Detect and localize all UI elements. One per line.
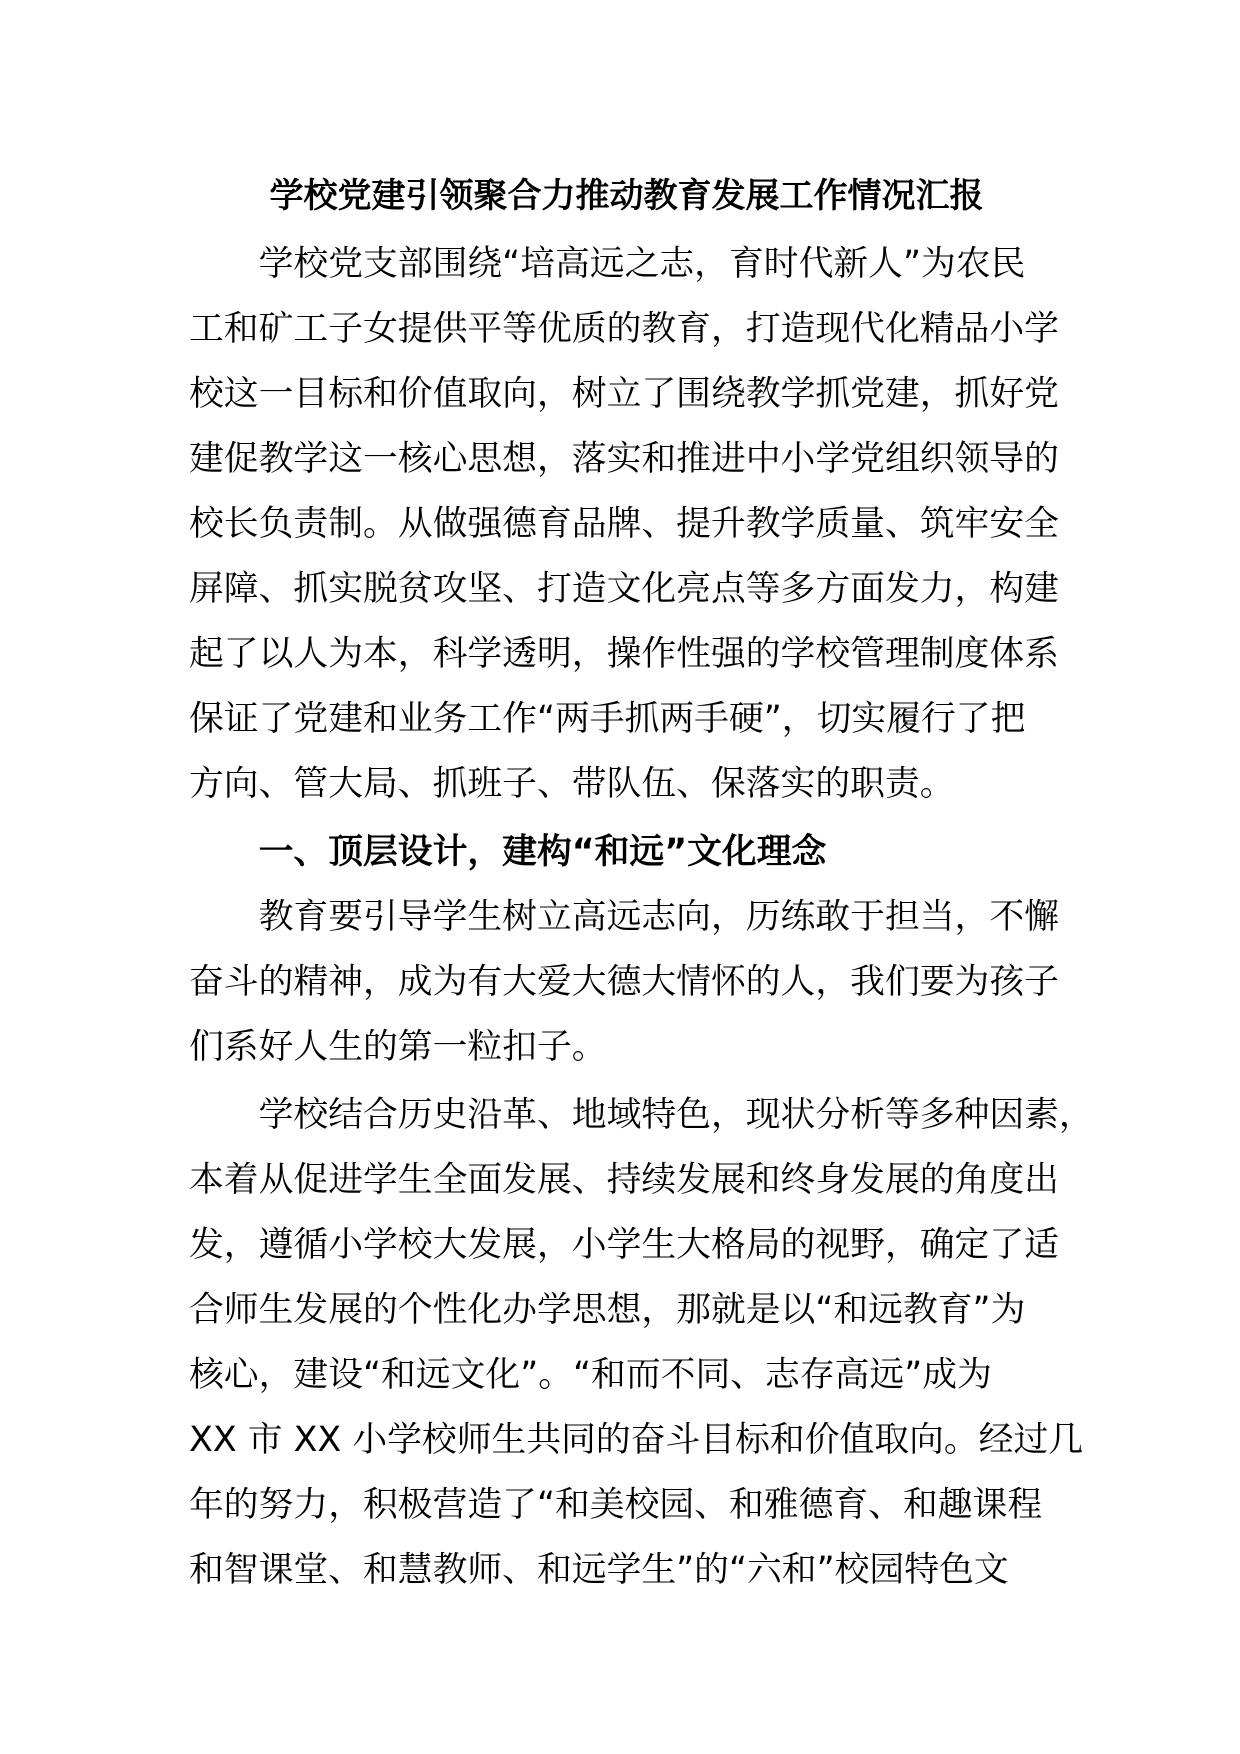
paragraph-line: 学校结合历史沿革、地域特色，现状分析等多种因素， xyxy=(258,1095,1094,1135)
paragraph-line: 工和矿工子女提供平等优质的教育，打造现代化精品小学 xyxy=(189,309,1059,349)
paragraph-line: 屏障、抓实脱贫攻坚、打造文化亮点等多方面发力，构建 xyxy=(189,569,1059,609)
paragraph-line: 方向、管大局、抓班子、带队伍、保落实的职责。 xyxy=(189,764,955,804)
paragraph-line: XX 市 XX 小学校师生共同的奋斗目标和价值取向。经过几 xyxy=(189,1420,1084,1460)
body-paragraph xyxy=(189,1083,1094,1603)
section-heading: 一、顶层设计，建构“和远”文化理念 xyxy=(258,832,827,872)
paragraph-line: 和智课堂、和慧教师、和远学生”的“六和”校园特色文 xyxy=(189,1550,1009,1590)
paragraph-line: 教育要引导学生树立高远志向，历练敢于担当，不懈 xyxy=(258,897,1059,937)
paragraph-line: 核心，建设“和远文化”。“和而不同、志存高远”成为 xyxy=(189,1355,992,1395)
paragraph-line: 合师生发展的个性化办学思想，那就是以“和远教育”为 xyxy=(189,1290,1026,1330)
paragraph-line: 奋斗的精神，成为有大爱大德大情怀的人，我们要为孩子 xyxy=(189,962,1059,1002)
paragraph-line: 们系好人生的第一粒扣子。 xyxy=(189,1027,607,1067)
intro-paragraph xyxy=(189,232,1064,817)
paragraph-line: 年的努力，积极营造了“和美校园、和雅德育、和趣课程 xyxy=(189,1485,1043,1525)
paragraph-line: 发，遵循小学校大发展，小学生大格局的视野，确定了适 xyxy=(189,1225,1059,1265)
paragraph-line: 本着从促进学生全面发展、持续发展和终身发展的角度出 xyxy=(189,1160,1059,1200)
body-paragraph xyxy=(189,885,1064,1080)
paragraph-line: 校长负责制。从做强德育品牌、提升教学质量、筑牢安全 xyxy=(189,504,1059,544)
document-body xyxy=(189,164,1094,1603)
paragraph-line: 校这一目标和价值取向，树立了围绕教学抓党建，抓好党 xyxy=(189,374,1059,414)
paragraph-line: 建促教学这一核心思想，落实和推进中小学党组织领导的 xyxy=(189,439,1059,479)
paragraph-line: 起了以人为本，科学透明，操作性强的学校管理制度体系 xyxy=(189,634,1059,674)
document-title: 学校党建引领聚合力推动教育发展工作情况汇报 xyxy=(269,176,984,216)
paragraph-line: 保证了党建和业务工作“两手抓两手硬”，切实履行了把 xyxy=(189,699,1026,739)
paragraph-line: 学校党支部围绕“培高远之志，育时代新人”为农民 xyxy=(258,244,1026,284)
